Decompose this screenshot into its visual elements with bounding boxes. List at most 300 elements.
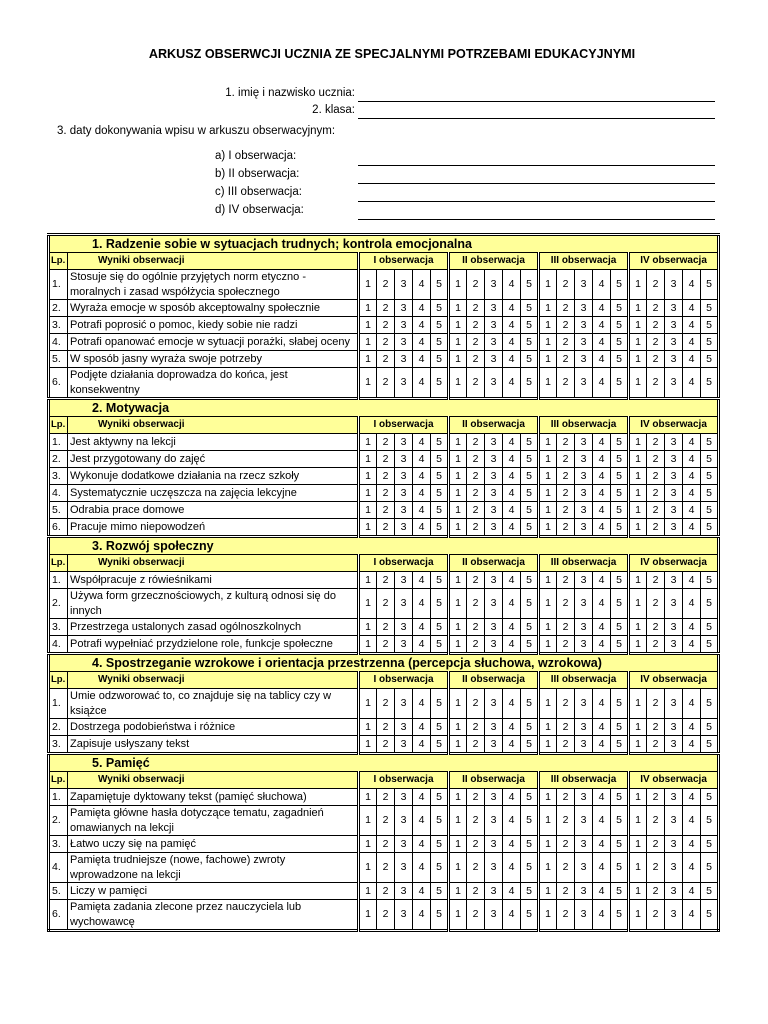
score-option[interactable]: 3 <box>395 789 413 806</box>
score-option[interactable]: 3 <box>575 689 593 719</box>
score-option[interactable]: 4 <box>683 806 701 836</box>
score-option[interactable]: 2 <box>557 689 575 719</box>
score-option[interactable]: 5 <box>431 853 449 883</box>
score-option[interactable]: 3 <box>665 300 683 317</box>
score-option[interactable]: 5 <box>611 351 629 368</box>
score-option[interactable]: 5 <box>521 619 539 636</box>
score-option[interactable]: 3 <box>575 451 593 468</box>
score-option[interactable]: 2 <box>557 883 575 900</box>
score-option[interactable]: 5 <box>431 468 449 485</box>
score-option[interactable]: 5 <box>521 519 539 537</box>
score-option[interactable]: 1 <box>449 900 467 931</box>
score-option[interactable]: 5 <box>701 334 719 351</box>
score-option[interactable]: 3 <box>575 572 593 589</box>
score-option[interactable]: 2 <box>377 806 395 836</box>
score-option[interactable]: 3 <box>485 619 503 636</box>
score-option[interactable]: 1 <box>539 502 557 519</box>
score-option[interactable]: 4 <box>683 334 701 351</box>
score-option[interactable]: 1 <box>449 789 467 806</box>
score-option[interactable]: 4 <box>683 434 701 451</box>
score-option[interactable]: 5 <box>701 572 719 589</box>
score-option[interactable]: 2 <box>557 589 575 619</box>
score-option[interactable]: 2 <box>467 806 485 836</box>
score-option[interactable]: 4 <box>413 317 431 334</box>
score-option[interactable]: 3 <box>395 689 413 719</box>
score-option[interactable]: 5 <box>431 689 449 719</box>
score-option[interactable]: 2 <box>467 883 485 900</box>
score-option[interactable]: 3 <box>665 270 683 300</box>
score-option[interactable]: 2 <box>377 468 395 485</box>
score-option[interactable]: 5 <box>431 589 449 619</box>
score-option[interactable]: 1 <box>359 368 377 399</box>
score-option[interactable]: 2 <box>647 368 665 399</box>
score-option[interactable]: 1 <box>539 853 557 883</box>
score-option[interactable]: 2 <box>467 434 485 451</box>
score-option[interactable]: 5 <box>611 900 629 931</box>
score-option[interactable]: 5 <box>521 451 539 468</box>
score-option[interactable]: 2 <box>377 689 395 719</box>
score-option[interactable]: 2 <box>647 351 665 368</box>
score-option[interactable]: 1 <box>629 519 647 537</box>
score-option[interactable]: 5 <box>521 853 539 883</box>
score-option[interactable]: 3 <box>665 468 683 485</box>
score-option[interactable]: 4 <box>593 334 611 351</box>
score-option[interactable]: 4 <box>503 853 521 883</box>
score-option[interactable]: 5 <box>701 468 719 485</box>
score-option[interactable]: 5 <box>701 502 719 519</box>
score-option[interactable]: 3 <box>395 502 413 519</box>
score-option[interactable]: 1 <box>449 368 467 399</box>
score-option[interactable]: 1 <box>539 468 557 485</box>
score-option[interactable]: 5 <box>611 468 629 485</box>
score-option[interactable]: 4 <box>503 270 521 300</box>
score-option[interactable]: 1 <box>449 485 467 502</box>
score-option[interactable]: 5 <box>611 434 629 451</box>
score-option[interactable]: 1 <box>449 334 467 351</box>
score-option[interactable]: 5 <box>431 719 449 736</box>
score-option[interactable]: 3 <box>575 836 593 853</box>
score-option[interactable]: 5 <box>431 883 449 900</box>
score-option[interactable]: 2 <box>557 572 575 589</box>
score-option[interactable]: 2 <box>647 572 665 589</box>
score-option[interactable]: 1 <box>629 368 647 399</box>
score-option[interactable]: 3 <box>395 351 413 368</box>
score-option[interactable]: 5 <box>521 719 539 736</box>
score-option[interactable]: 5 <box>521 689 539 719</box>
score-option[interactable]: 3 <box>665 451 683 468</box>
score-option[interactable]: 3 <box>575 589 593 619</box>
score-option[interactable]: 1 <box>359 806 377 836</box>
score-option[interactable]: 1 <box>539 351 557 368</box>
score-option[interactable]: 5 <box>701 368 719 399</box>
score-option[interactable]: 5 <box>701 317 719 334</box>
score-option[interactable]: 4 <box>593 806 611 836</box>
score-option[interactable]: 4 <box>503 468 521 485</box>
score-option[interactable]: 5 <box>431 789 449 806</box>
score-option[interactable]: 2 <box>467 900 485 931</box>
score-option[interactable]: 5 <box>611 451 629 468</box>
score-option[interactable]: 4 <box>683 317 701 334</box>
score-option[interactable]: 4 <box>593 883 611 900</box>
score-option[interactable]: 3 <box>485 789 503 806</box>
score-option[interactable]: 5 <box>611 736 629 754</box>
score-option[interactable]: 1 <box>539 619 557 636</box>
score-option[interactable]: 4 <box>413 368 431 399</box>
score-option[interactable]: 1 <box>629 719 647 736</box>
score-option[interactable]: 2 <box>467 836 485 853</box>
score-option[interactable]: 5 <box>431 485 449 502</box>
score-option[interactable]: 2 <box>647 736 665 754</box>
score-option[interactable]: 2 <box>377 636 395 654</box>
score-option[interactable]: 5 <box>521 736 539 754</box>
score-option[interactable]: 1 <box>359 270 377 300</box>
score-option[interactable]: 2 <box>557 334 575 351</box>
score-option[interactable]: 3 <box>395 368 413 399</box>
score-option[interactable]: 5 <box>611 719 629 736</box>
score-option[interactable]: 5 <box>521 900 539 931</box>
score-option[interactable]: 1 <box>629 334 647 351</box>
score-option[interactable]: 1 <box>629 434 647 451</box>
score-option[interactable]: 4 <box>503 317 521 334</box>
score-option[interactable]: 1 <box>539 789 557 806</box>
score-option[interactable]: 5 <box>701 900 719 931</box>
score-option[interactable]: 2 <box>647 270 665 300</box>
score-option[interactable]: 4 <box>413 900 431 931</box>
score-option[interactable]: 2 <box>647 451 665 468</box>
score-option[interactable]: 2 <box>647 853 665 883</box>
score-option[interactable]: 2 <box>467 589 485 619</box>
score-option[interactable]: 2 <box>467 351 485 368</box>
score-option[interactable]: 4 <box>503 334 521 351</box>
score-option[interactable]: 3 <box>485 368 503 399</box>
score-option[interactable]: 5 <box>431 270 449 300</box>
score-option[interactable]: 1 <box>359 300 377 317</box>
score-option[interactable]: 4 <box>413 689 431 719</box>
score-option[interactable]: 4 <box>593 351 611 368</box>
observation-date-field-1[interactable] <box>358 165 715 166</box>
score-option[interactable]: 3 <box>395 736 413 754</box>
score-option[interactable]: 1 <box>359 451 377 468</box>
score-option[interactable]: 2 <box>557 736 575 754</box>
score-option[interactable]: 4 <box>503 519 521 537</box>
score-option[interactable]: 2 <box>467 719 485 736</box>
score-option[interactable]: 4 <box>413 468 431 485</box>
score-option[interactable]: 3 <box>575 300 593 317</box>
score-option[interactable]: 2 <box>467 468 485 485</box>
score-option[interactable]: 2 <box>557 836 575 853</box>
score-option[interactable]: 5 <box>431 334 449 351</box>
score-option[interactable]: 3 <box>665 689 683 719</box>
score-option[interactable]: 4 <box>413 836 431 853</box>
score-option[interactable]: 1 <box>359 853 377 883</box>
score-option[interactable]: 1 <box>629 900 647 931</box>
score-option[interactable]: 4 <box>593 317 611 334</box>
score-option[interactable]: 4 <box>683 451 701 468</box>
score-option[interactable]: 2 <box>557 519 575 537</box>
score-option[interactable]: 4 <box>503 502 521 519</box>
score-option[interactable]: 2 <box>647 789 665 806</box>
score-option[interactable]: 1 <box>539 519 557 537</box>
score-option[interactable]: 2 <box>377 300 395 317</box>
score-option[interactable]: 4 <box>503 836 521 853</box>
score-option[interactable]: 5 <box>431 451 449 468</box>
score-option[interactable]: 2 <box>467 853 485 883</box>
score-option[interactable]: 3 <box>395 300 413 317</box>
score-option[interactable]: 3 <box>665 502 683 519</box>
score-option[interactable]: 2 <box>467 502 485 519</box>
score-option[interactable]: 5 <box>611 519 629 537</box>
observation-date-field-2[interactable] <box>358 183 715 184</box>
score-option[interactable]: 5 <box>431 502 449 519</box>
score-option[interactable]: 1 <box>359 719 377 736</box>
score-option[interactable]: 1 <box>629 317 647 334</box>
score-option[interactable]: 2 <box>467 619 485 636</box>
score-option[interactable]: 2 <box>647 502 665 519</box>
score-option[interactable]: 4 <box>593 572 611 589</box>
score-option[interactable]: 3 <box>665 836 683 853</box>
score-option[interactable]: 4 <box>683 619 701 636</box>
score-option[interactable]: 3 <box>575 853 593 883</box>
score-option[interactable]: 1 <box>539 806 557 836</box>
score-option[interactable]: 4 <box>503 636 521 654</box>
score-option[interactable]: 1 <box>539 317 557 334</box>
score-option[interactable]: 2 <box>647 883 665 900</box>
score-option[interactable]: 3 <box>575 468 593 485</box>
score-option[interactable]: 3 <box>575 434 593 451</box>
score-option[interactable]: 1 <box>539 270 557 300</box>
score-option[interactable]: 3 <box>575 619 593 636</box>
score-option[interactable]: 4 <box>413 485 431 502</box>
score-option[interactable]: 3 <box>575 883 593 900</box>
score-option[interactable]: 1 <box>449 351 467 368</box>
score-option[interactable]: 5 <box>611 502 629 519</box>
score-option[interactable]: 5 <box>701 719 719 736</box>
score-option[interactable]: 4 <box>683 468 701 485</box>
score-option[interactable]: 1 <box>359 589 377 619</box>
score-option[interactable]: 5 <box>431 368 449 399</box>
score-option[interactable]: 5 <box>701 636 719 654</box>
score-option[interactable]: 1 <box>629 572 647 589</box>
score-option[interactable]: 1 <box>629 636 647 654</box>
score-option[interactable]: 4 <box>593 900 611 931</box>
score-option[interactable]: 3 <box>485 806 503 836</box>
score-option[interactable]: 1 <box>539 572 557 589</box>
score-option[interactable]: 1 <box>539 368 557 399</box>
score-option[interactable]: 2 <box>557 351 575 368</box>
score-option[interactable]: 3 <box>395 719 413 736</box>
student-name-field[interactable] <box>358 101 715 102</box>
score-option[interactable]: 1 <box>449 300 467 317</box>
score-option[interactable]: 5 <box>431 317 449 334</box>
score-option[interactable]: 3 <box>665 485 683 502</box>
score-option[interactable]: 2 <box>557 300 575 317</box>
score-option[interactable]: 2 <box>557 451 575 468</box>
score-option[interactable]: 4 <box>593 853 611 883</box>
score-option[interactable]: 1 <box>629 689 647 719</box>
score-option[interactable]: 2 <box>647 836 665 853</box>
score-option[interactable]: 4 <box>503 789 521 806</box>
score-option[interactable]: 2 <box>377 351 395 368</box>
score-option[interactable]: 4 <box>593 300 611 317</box>
score-option[interactable]: 3 <box>485 572 503 589</box>
score-option[interactable]: 1 <box>449 736 467 754</box>
score-option[interactable]: 5 <box>431 806 449 836</box>
score-option[interactable]: 5 <box>611 368 629 399</box>
score-option[interactable]: 2 <box>467 451 485 468</box>
score-option[interactable]: 4 <box>503 900 521 931</box>
score-option[interactable]: 1 <box>629 270 647 300</box>
score-option[interactable]: 3 <box>485 589 503 619</box>
score-option[interactable]: 2 <box>647 519 665 537</box>
score-option[interactable]: 1 <box>629 806 647 836</box>
score-option[interactable]: 4 <box>593 619 611 636</box>
score-option[interactable]: 5 <box>521 883 539 900</box>
score-option[interactable]: 4 <box>593 589 611 619</box>
score-option[interactable]: 4 <box>503 300 521 317</box>
score-option[interactable]: 3 <box>665 317 683 334</box>
score-option[interactable]: 5 <box>521 836 539 853</box>
score-option[interactable]: 1 <box>359 334 377 351</box>
score-option[interactable]: 3 <box>575 502 593 519</box>
score-option[interactable]: 1 <box>449 853 467 883</box>
score-option[interactable]: 2 <box>557 853 575 883</box>
score-option[interactable]: 5 <box>701 270 719 300</box>
score-option[interactable]: 1 <box>449 317 467 334</box>
score-option[interactable]: 2 <box>647 619 665 636</box>
score-option[interactable]: 1 <box>359 900 377 931</box>
score-option[interactable]: 4 <box>413 806 431 836</box>
score-option[interactable]: 1 <box>629 451 647 468</box>
score-option[interactable]: 3 <box>395 317 413 334</box>
score-option[interactable]: 5 <box>611 619 629 636</box>
score-option[interactable]: 1 <box>629 619 647 636</box>
score-option[interactable]: 5 <box>701 485 719 502</box>
score-option[interactable]: 2 <box>557 806 575 836</box>
score-option[interactable]: 4 <box>593 519 611 537</box>
score-option[interactable]: 3 <box>395 485 413 502</box>
score-option[interactable]: 4 <box>683 636 701 654</box>
score-option[interactable]: 2 <box>377 451 395 468</box>
observation-date-field-3[interactable] <box>358 201 715 202</box>
score-option[interactable]: 1 <box>629 468 647 485</box>
score-option[interactable]: 5 <box>701 853 719 883</box>
score-option[interactable]: 3 <box>665 636 683 654</box>
score-option[interactable]: 1 <box>449 636 467 654</box>
score-option[interactable]: 5 <box>521 806 539 836</box>
score-option[interactable]: 3 <box>395 589 413 619</box>
score-option[interactable]: 2 <box>377 270 395 300</box>
score-option[interactable]: 1 <box>539 900 557 931</box>
score-option[interactable]: 2 <box>557 502 575 519</box>
score-option[interactable]: 2 <box>647 719 665 736</box>
score-option[interactable]: 3 <box>665 334 683 351</box>
score-option[interactable]: 4 <box>683 883 701 900</box>
score-option[interactable]: 4 <box>413 300 431 317</box>
score-option[interactable]: 1 <box>629 485 647 502</box>
score-option[interactable]: 2 <box>377 334 395 351</box>
score-option[interactable]: 1 <box>359 485 377 502</box>
score-option[interactable]: 5 <box>611 883 629 900</box>
score-option[interactable]: 4 <box>593 836 611 853</box>
score-option[interactable]: 5 <box>611 836 629 853</box>
score-option[interactable]: 4 <box>413 589 431 619</box>
score-option[interactable]: 4 <box>683 853 701 883</box>
score-option[interactable]: 1 <box>449 719 467 736</box>
score-option[interactable]: 4 <box>413 351 431 368</box>
score-option[interactable]: 3 <box>485 736 503 754</box>
score-option[interactable]: 4 <box>503 485 521 502</box>
score-option[interactable]: 3 <box>665 789 683 806</box>
score-option[interactable]: 5 <box>701 519 719 537</box>
score-option[interactable]: 4 <box>503 883 521 900</box>
score-option[interactable]: 5 <box>521 300 539 317</box>
score-option[interactable]: 3 <box>665 434 683 451</box>
score-option[interactable]: 1 <box>359 736 377 754</box>
score-option[interactable]: 3 <box>575 789 593 806</box>
score-option[interactable]: 2 <box>467 519 485 537</box>
score-option[interactable]: 5 <box>611 589 629 619</box>
score-option[interactable]: 5 <box>431 434 449 451</box>
score-option[interactable]: 5 <box>701 589 719 619</box>
score-option[interactable]: 1 <box>539 334 557 351</box>
score-option[interactable]: 4 <box>683 270 701 300</box>
score-option[interactable]: 2 <box>557 485 575 502</box>
score-option[interactable]: 5 <box>701 736 719 754</box>
score-option[interactable]: 4 <box>413 434 431 451</box>
score-option[interactable]: 3 <box>485 351 503 368</box>
score-option[interactable]: 3 <box>485 636 503 654</box>
score-option[interactable]: 3 <box>395 434 413 451</box>
score-option[interactable]: 1 <box>359 636 377 654</box>
score-option[interactable]: 3 <box>665 572 683 589</box>
score-option[interactable]: 5 <box>431 619 449 636</box>
score-option[interactable]: 1 <box>629 351 647 368</box>
score-option[interactable]: 1 <box>449 270 467 300</box>
score-option[interactable]: 3 <box>665 883 683 900</box>
score-option[interactable]: 3 <box>485 883 503 900</box>
score-option[interactable]: 1 <box>449 519 467 537</box>
score-option[interactable]: 4 <box>413 719 431 736</box>
score-option[interactable]: 2 <box>377 317 395 334</box>
score-option[interactable]: 4 <box>593 468 611 485</box>
score-option[interactable]: 3 <box>485 502 503 519</box>
score-option[interactable]: 4 <box>593 502 611 519</box>
score-option[interactable]: 3 <box>665 806 683 836</box>
score-option[interactable]: 1 <box>449 468 467 485</box>
score-option[interactable]: 5 <box>611 806 629 836</box>
score-option[interactable]: 2 <box>647 300 665 317</box>
score-option[interactable]: 1 <box>359 468 377 485</box>
score-option[interactable]: 1 <box>449 836 467 853</box>
score-option[interactable]: 1 <box>449 434 467 451</box>
score-option[interactable]: 5 <box>701 619 719 636</box>
score-option[interactable]: 2 <box>467 270 485 300</box>
score-option[interactable]: 1 <box>629 836 647 853</box>
score-option[interactable]: 3 <box>575 719 593 736</box>
score-option[interactable]: 2 <box>557 789 575 806</box>
score-option[interactable]: 3 <box>575 900 593 931</box>
score-option[interactable]: 4 <box>593 789 611 806</box>
score-option[interactable]: 3 <box>665 853 683 883</box>
score-option[interactable]: 5 <box>521 434 539 451</box>
score-option[interactable]: 1 <box>539 636 557 654</box>
score-option[interactable]: 1 <box>629 736 647 754</box>
score-option[interactable]: 2 <box>647 900 665 931</box>
score-option[interactable]: 3 <box>485 719 503 736</box>
score-option[interactable]: 1 <box>539 689 557 719</box>
score-option[interactable]: 2 <box>377 502 395 519</box>
score-option[interactable]: 5 <box>611 270 629 300</box>
